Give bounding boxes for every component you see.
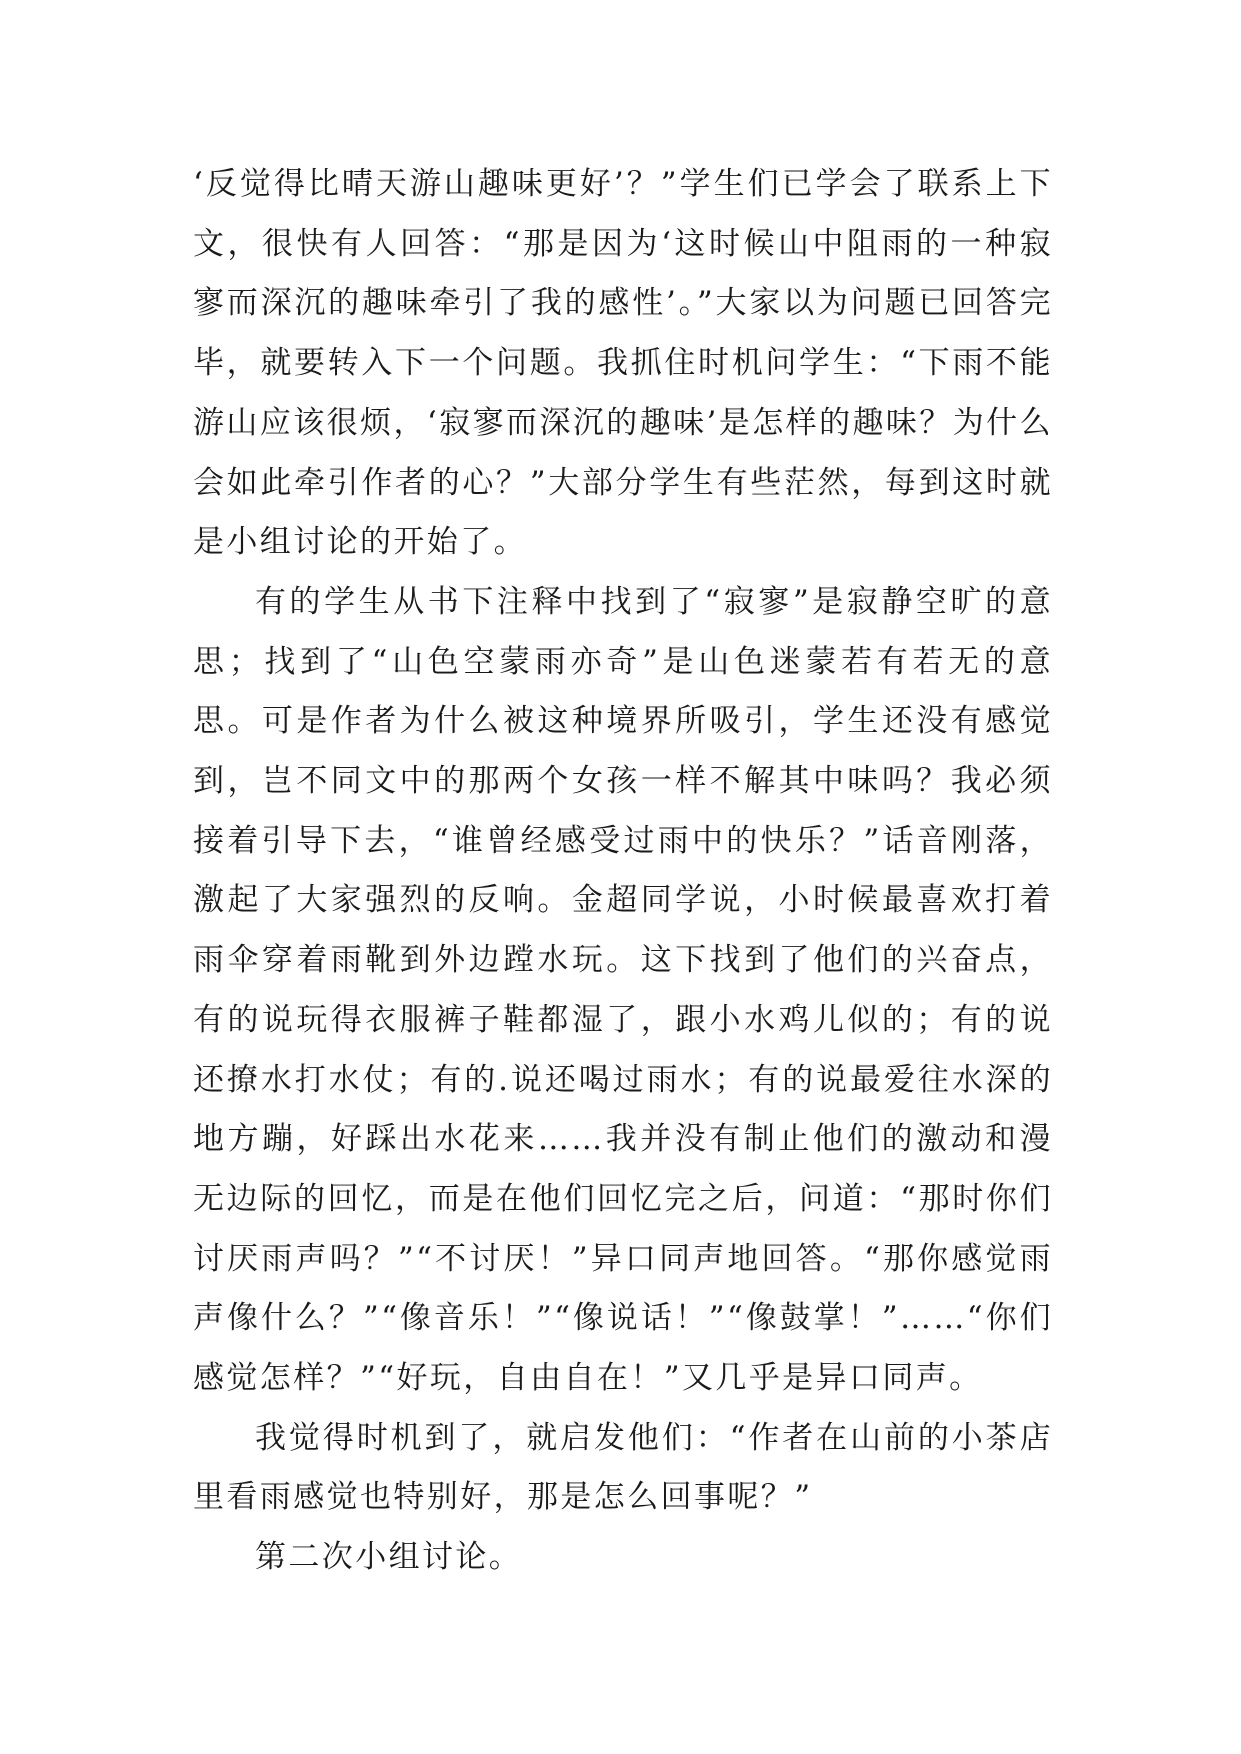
- document-body: [193, 155, 1053, 1588]
- paragraph-3: 我觉得时机到了，就启发他们：“作者在山前的小茶店里看雨感觉也特别好，那是怎么回事呢？”: [193, 1419, 1053, 1516]
- paragraph-1: ‘反觉得比晴天游山趣味更好’？”学生们已学会了联系上下文，很快有人回答：“那是因为‘这时候山中阻雨的一种寂寥而深沉的趣味牵引了我的感性’。”大家以为问题已回答完毕，就要转入下一个问题。我抓住时机问学生：“下雨不能游山应该很烦，‘寂寥而深沉的趣味’是怎样的趣味？为什么会如此牵引作者的心？”大部分学生有些茫然，每到这时就是小组讨论的开始了。: [193, 166, 1053, 561]
- paragraph-4: 第二次小组讨论。: [255, 1539, 523, 1576]
- paragraph-2: 有的学生从书下注释中找到了“寂寥”是寂静空旷的意思；找到了“山色空蒙雨亦奇”是山色迷蒙若有若无的意思。可是作者为什么被这种境界所吸引，学生还没有感觉到，岂不同文中的那两个女孩一样不解其中味吗？我必须接着引导下去，“谁曾经感受过雨中的快乐？”话音刚落，激起了大家强烈的反响。金超同学说，小时候最喜欢打着雨伞穿着雨靴到外边蹚水玩。这下找到了他们的兴奋点，有的说玩得衣服裤子鞋都湿了，跟小水鸡儿似的；有的说还撩水打水仗；有的.说还喝过雨水；有的说最爱往水深的地方蹦，好踩出水花来……我并没有制止他们的激动和漫无边际的回忆，而是在他们回忆完之后，问道：“那时你们讨厌雨声吗？”“不讨厌！”异口同声地回答。“那你感觉雨声像什么？”“像音乐！”“像说话！”“像鼓掌！”……“你们感觉怎样？”“好玩，自由自在！”又几乎是异口同声。: [193, 583, 1053, 1397]
